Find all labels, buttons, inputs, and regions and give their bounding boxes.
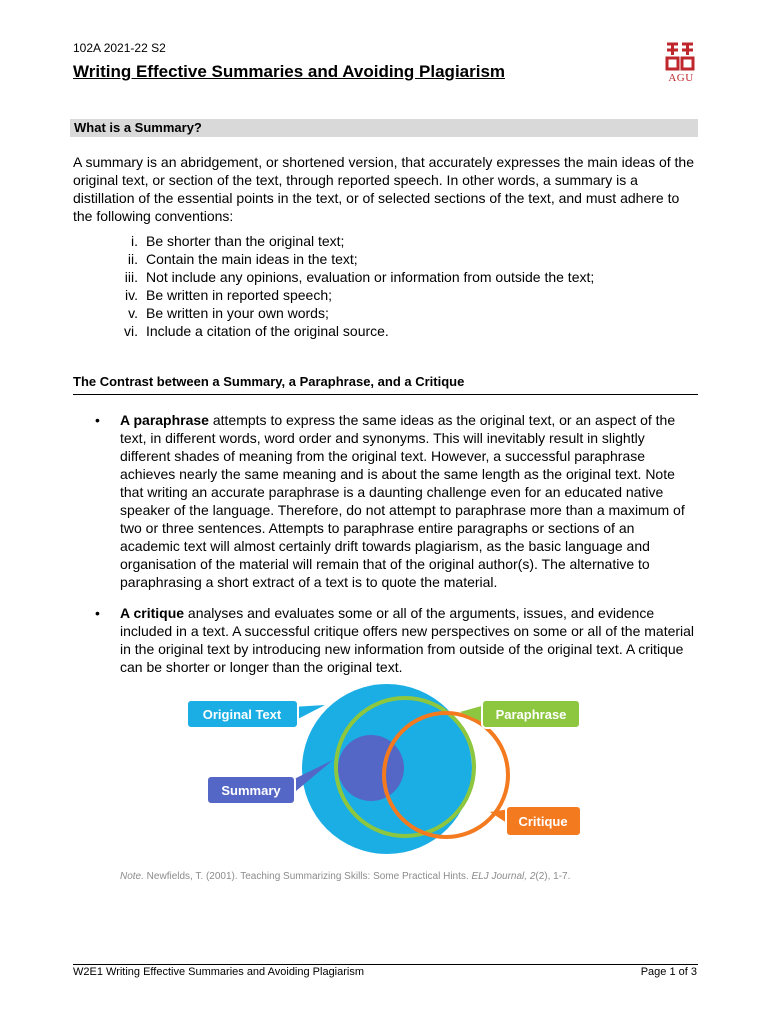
summary-label: Summary [221, 783, 281, 798]
list-item-number: i. [131, 233, 138, 249]
list-item-text: Contain the main ideas in the text; [146, 251, 358, 267]
course-code: 102A 2021-22 S2 [73, 41, 166, 55]
footer-rule [73, 964, 698, 965]
paraphrase-label: Paraphrase [495, 707, 567, 722]
section-heading-summary: What is a Summary? [74, 120, 202, 135]
bullet-icon: • [95, 605, 100, 621]
section-heading-contrast: The Contrast between a Summary, a Paraphrase, and a Critique [73, 374, 465, 389]
note-label: Note. [120, 871, 144, 882]
critique-label: Critique [518, 814, 568, 829]
summary-circle [338, 735, 404, 801]
page-number: Page 1 of 3 [640, 966, 697, 978]
logo-text: AGU [668, 72, 694, 84]
list-item-number: v. [128, 305, 138, 321]
paraphrase-description: attempts to express the same ideas as the original text, or an aspect of the text, in different words, word order and synonyms. This will inevitably result in slightly different shades of meaning from the original text. However, a successful paraphrase achieves nearly the same meaning and is about the same length as the original text. Note that writing an accurate paraphrase is a daunting challenge even for an educated native speaker of the language. Therefore, do not attempt to paraphrase more than a maximum of two or three sentences. Attempts to paraphrase entire paragraphs or sections of an academic text will almost certainly drift towards plagiarism, as the basic language and organisation of the material will remain that of the original author(s). The alternative to paraphrasing a short extract of a text is to quote the material. [120, 412, 685, 590]
list-item-number: ii. [127, 251, 138, 267]
list-item-number: vi. [124, 323, 138, 339]
footer-document-label: W2E1 Writing Effective Summaries and Avoiding Plagiarism [73, 966, 365, 978]
note-journal: ELJ Journal, 2 [471, 871, 536, 882]
paraphrase-term: A paraphrase [120, 412, 209, 428]
note-issue: (2), 1-7. [535, 871, 571, 882]
list-item-text: Include a citation of the original source. [146, 323, 389, 339]
list-item-text: Be shorter than the original text; [146, 233, 345, 249]
list-item-text: Not include any opinions, evaluation or information from outside the text; [146, 269, 595, 285]
document-title: Writing Effective Summaries and Avoiding Plagiarism [73, 62, 506, 81]
list-item-number: iii. [124, 269, 138, 285]
list-item-number: iv. [125, 287, 138, 303]
bullet-icon: • [95, 412, 100, 428]
list-item-text: Be written in your own words; [146, 305, 329, 321]
note-text: Newfields, T. (2001). Teaching Summarizing Skills: Some Practical Hints. [143, 871, 472, 882]
summary-definition-paragraph: A summary is an abridgement, or shortened version, that accurately expresses the main ideas of the original text, or section of the text, through reported speech. In other words, a summary is a distillation of the essential points in the text, or of selected sections of the text, and must adhere to the following conventions: [73, 154, 694, 224]
list-item-text: Be written in reported speech; [146, 287, 332, 303]
critique-description: analyses and evaluates some or all of the arguments, issues, and evidence included in a text. A successful critique offers new perspectives on some or all of the material in the original text by introducing new information from outside of the original text. A critique can be shorter or longer than the original text. [120, 605, 695, 675]
diagram-source-note [120, 871, 570, 882]
critique-term: A critique [120, 605, 185, 621]
original-text-label: Original Text [202, 707, 282, 722]
